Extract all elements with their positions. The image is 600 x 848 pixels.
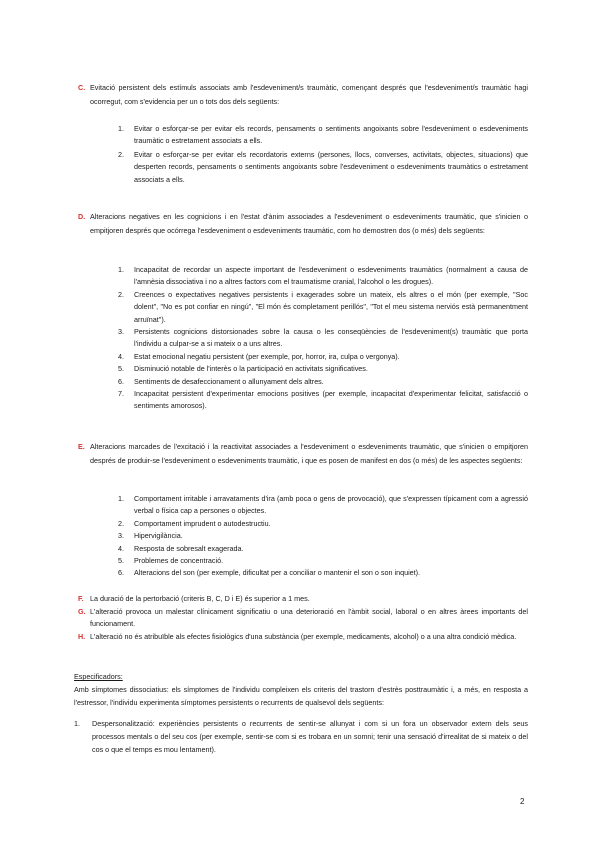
- list-text: Estat emocional negatiu persistent (per exemple, por, horror, ira, culpa o vergonya).: [134, 351, 400, 361]
- list-number: 3.: [118, 531, 124, 541]
- criterion-text: Evitació persistent dels estímuls associats amb l'esdeveniment/s traumàtic, començant després que l'esdeveniment/s traumàtic hagi ocorregut, com s'evidencia per un o tots dos dels següents:: [90, 83, 528, 106]
- list-number: 4.: [118, 351, 124, 361]
- criterion-text: La duració de la pertorbació (criteris B, C, D i E) és superior a 1 mes.: [90, 594, 310, 603]
- specifiers-section: [74, 671, 528, 709]
- criterion-c: [78, 81, 528, 109]
- list-item: [118, 543, 528, 555]
- list-item: [118, 149, 528, 186]
- list-text: Comportament irritable i arravataments d'ira (amb poca o gens de provocació), que s'expressen típicament com a agressió verbal o física cap a persones o objectes.: [134, 494, 528, 516]
- criterion-e: [78, 440, 528, 468]
- list-item: [118, 567, 528, 579]
- criterion-text: L'alteració provoca un malestar clínicament significatiu o una deterioració en l'àmbit social, laboral o en altres àrees importants del funcionament.: [90, 606, 528, 629]
- list-item: [118, 388, 528, 413]
- specifiers-intro: Amb símptomes dissociatius: els símptomes de l'individu compleixen els criteris del trastorn d'estrès posttraumàtic i, a més, en resposta a l'estressor, l'individu experimenta símptomes persistents o recurrents de qualsevol dels següents:: [74, 684, 528, 707]
- list-number: 3.: [118, 327, 124, 337]
- list-text: Creences o expectatives negatives persistents i exagerades sobre un mateix, els altres o el món (per exemple, "Soc dolent", "No es pot confiar en ningú", "El món és completament perillós", "Tot el meu sistema nerviós està permanentment arruïnat").: [134, 289, 528, 324]
- list-number: 5.: [118, 556, 124, 566]
- list-item: [118, 530, 528, 542]
- list-item: [118, 326, 528, 351]
- list-item: [118, 518, 528, 530]
- list-item: [118, 493, 528, 518]
- list-text: Incapacitat de recordar un aspecte important de l'esdeveniment o esdeveniments traumàtics (normalment a causa de l'amnèsia dissociativa i no a altres factors com el traumatisme cranial, l'alcohol o les drogues).: [134, 265, 528, 287]
- criterion-letter: C.: [78, 83, 86, 92]
- list-number: 2.: [118, 518, 124, 528]
- list-text: Sentiments de desafeccionament o allunyament dels altres.: [134, 376, 324, 386]
- list-text: Incapacitat persistent d'experimentar emocions positives (per exemple, incapacitat d'experimentar felicitat, satisfacció o sentiments amorosos).: [134, 389, 528, 411]
- criterion-text: Alteracions marcades de l'excitació i la reactivitat associades a l'esdeveniment o esdeveniments traumàtic, que s'inicien o empitjoren després de produir-se l'esdeveniment o esdeveniments traumàtic, i que es posen de manifest en dos (o més) de les aspectes següents:: [90, 442, 528, 465]
- list-number: 1.: [118, 265, 124, 274]
- list-number: 7.: [118, 389, 124, 399]
- list-number: 6.: [118, 568, 124, 578]
- list-item: [118, 351, 528, 363]
- criterion-d-list: [118, 264, 528, 413]
- criterion-e-list: [118, 493, 528, 580]
- list-number: 5.: [118, 364, 124, 374]
- criterion-g: [78, 606, 528, 631]
- criterion-letter: G.: [78, 606, 86, 616]
- list-item: [118, 264, 528, 289]
- list-text: Persistents cognicions distorsionades sobre la causa o les conseqüències de l'esdeveniment(s) traumàtic que porta l'individu a culpar-se a si mateix o a uns altres.: [134, 327, 528, 349]
- list-text: Resposta de sobresalt exagerada.: [134, 543, 244, 553]
- criterion-h: [78, 631, 528, 644]
- list-text: Evitar o esforçar-se per evitar els records, pensaments o sentiments angoixants sobre l'esdeveniment o esdeveniments traumàtic o estretament associats a ells.: [134, 124, 528, 146]
- criterion-c-list: [118, 123, 528, 186]
- list-number: 2.: [118, 149, 124, 159]
- list-text: Evitar o esforçar-se per evitar els recordatoris externs (persones, llocs, converses, activitats, objectes, situacions) que desperten records, pensaments o sentiments angoixants sobre l'esdeveniment o esdeveniments traumàtics o estretament associats a ells.: [134, 149, 528, 184]
- list-number: 2.: [118, 289, 124, 299]
- criterion-letter: H.: [78, 631, 86, 641]
- list-text: Alteracions del son (per exemple, dificultat per a conciliar o mantenir el son o son inquiet).: [134, 568, 421, 578]
- list-item: [118, 123, 528, 148]
- page-number: 2: [520, 797, 525, 806]
- criterion-letter: D.: [78, 212, 86, 221]
- list-item: [118, 289, 528, 326]
- list-text: Problemes de concentració.: [134, 556, 224, 566]
- list-text: Disminució notable de l'interès o la participació en activitats significatives.: [134, 364, 368, 374]
- criteria-fgh: [78, 593, 528, 643]
- list-number: 1.: [118, 124, 124, 133]
- criterion-letter: F.: [78, 594, 84, 603]
- criterion-f: [78, 593, 528, 606]
- list-text: Comportament imprudent o autodestructiu.: [134, 518, 271, 528]
- list-text: Despersonalització: experiències persistents o recurrents de sentir-se allunyat i com si un fora un observador extern dels seus processos mentals o del seu cos (per exemple, sentir-se com si es trobara en un somni; tenir una sensació d'irrealitat de si mateix o del cos o que el temps es mou lentament).: [92, 719, 528, 754]
- criterion-text: Alteracions negatives en les cognicions i en l'estat d'ànim associades a l'esdeveniment o esdeveniments traumàtic, que s'inicien o empitjoren després que ocórrega l'esdeveniment o esdeveniments traumàtic, com ho demostren dos (o més) dels següents:: [90, 212, 528, 235]
- list-number: 4.: [118, 543, 124, 553]
- list-number: 1.: [118, 494, 124, 503]
- criterion-d: [78, 210, 528, 238]
- specifiers-list: [74, 718, 528, 756]
- list-item: [118, 376, 528, 388]
- list-text: Hipervigilància.: [134, 531, 183, 541]
- list-item: [118, 363, 528, 375]
- criterion-text: L'alteració no és atribuïble als efectes fisiològics d'una substància (per exemple, medicaments, alcohol) o a una altra condició mèdica.: [90, 631, 517, 641]
- list-number: 6.: [118, 376, 124, 386]
- list-item: [118, 555, 528, 567]
- list-number: 1.: [74, 719, 80, 728]
- criterion-letter: E.: [78, 442, 85, 451]
- list-item: [74, 718, 528, 756]
- specifiers-title: Especificadors:: [74, 672, 123, 681]
